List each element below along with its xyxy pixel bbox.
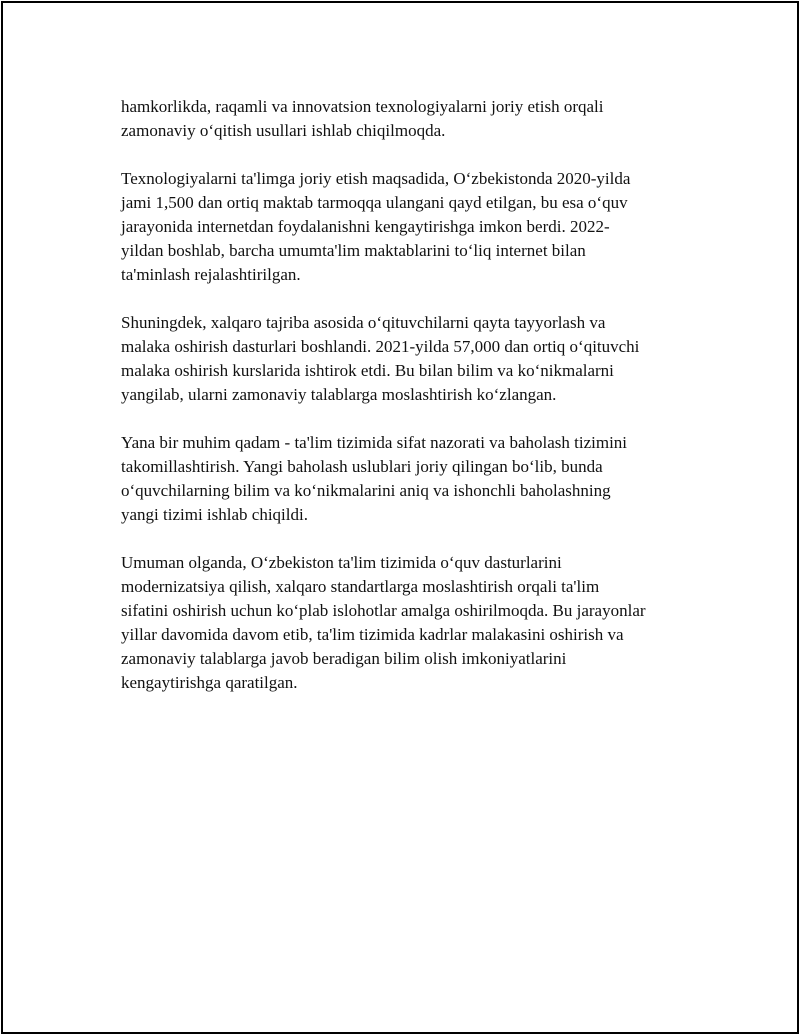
text-line: jami 1,500 dan ortiq maktab tarmoqqa ulangani qayd etilgan, bu esa o‘quv [121, 193, 628, 212]
paragraph-3 [121, 311, 701, 407]
page-frame [1, 1, 799, 1034]
text-line: takomillashtirish. Yangi baholash uslublari joriy qilingan bo‘lib, bunda [121, 457, 603, 476]
text-line: ta'minlash rejalashtirilgan. [121, 265, 301, 284]
paragraph-1 [121, 95, 701, 143]
text-line: Yana bir muhim qadam - ta'lim tizimida sifat nazorati va baholash tizimini [121, 433, 628, 452]
document-body [121, 95, 701, 719]
text-line: Shuningdek, xalqaro tajriba asosida o‘qituvchilarni qayta tayyorlash va [121, 313, 606, 332]
paragraph-4 [121, 431, 701, 527]
text-line: o‘quvchilarning bilim va ko‘nikmalarini aniq va ishonchli baholashning [121, 481, 611, 500]
text-line: modernizatsiya qilish, xalqaro standartlarga moslashtirish orqali ta'lim [121, 577, 600, 596]
text-line: sifatini oshirish uchun ko‘plab islohotlar amalga oshirilmoqda. Bu jarayonlar [121, 601, 646, 620]
text-line: Texnologiyalarni ta'limga joriy etish maqsadida, O‘zbekistonda 2020-yilda [121, 169, 631, 188]
text-line: yillar davomida davom etib, ta'lim tizimida kadrlar malakasini oshirish va [121, 625, 624, 644]
text-line: malaka oshirish dasturlari boshlandi. 2021-yilda 57,000 dan ortiq o‘qituvchi [121, 337, 640, 356]
paragraph-2 [121, 167, 701, 287]
text-line: jarayonida internetdan foydalanishni kengaytirishga imkon berdi. 2022- [121, 217, 610, 236]
text-line: kengaytirishga qaratilgan. [121, 673, 298, 692]
text-line: yangilab, ularni zamonaviy talablarga moslashtirish ko‘zlangan. [121, 385, 557, 404]
text-line: yildan boshlab, barcha umumta'lim maktablarini to‘liq internet bilan [121, 241, 586, 260]
text-line: hamkorlikda, raqamli va innovatsion texnologiyalarni joriy etish orqali [121, 97, 604, 116]
text-line: malaka oshirish kurslarida ishtirok etdi. Bu bilan bilim va ko‘nikmalarni [121, 361, 614, 380]
text-line: yangi tizimi ishlab chiqildi. [121, 505, 308, 524]
text-line: Umuman olganda, O‘zbekiston ta'lim tizimida o‘quv dasturlarini [121, 553, 562, 572]
text-line: zamonaviy talablarga javob beradigan bilim olish imkoniyatlarini [121, 649, 567, 668]
text-line: zamonaviy o‘qitish usullari ishlab chiqilmoqda. [121, 121, 446, 140]
paragraph-5 [121, 551, 701, 695]
